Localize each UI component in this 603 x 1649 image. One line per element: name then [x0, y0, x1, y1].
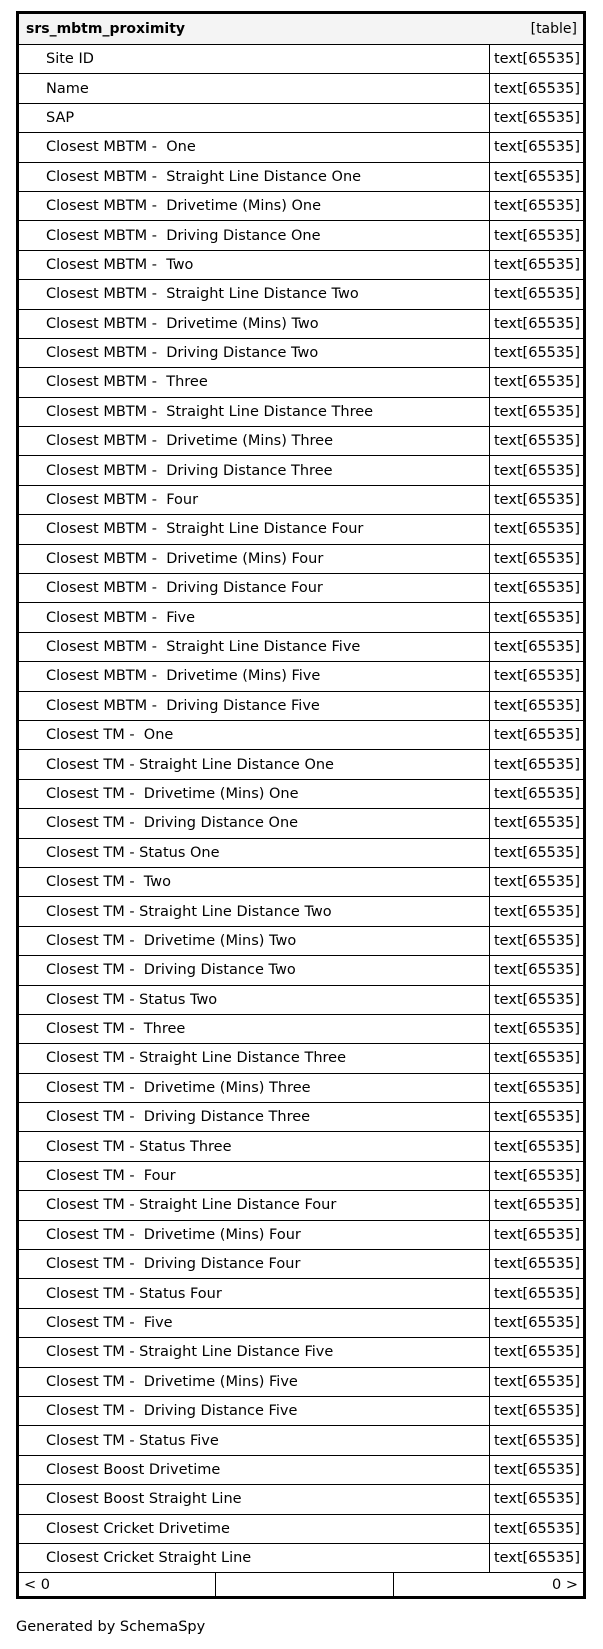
column-name: Closest TM - Straight Line Distance One — [19, 750, 490, 778]
column-type: text[65535] — [493, 1256, 580, 1273]
column-name: Closest MBTM - Drivetime (Mins) Five — [19, 662, 490, 690]
column-name: Site ID — [19, 45, 490, 73]
column-type: text[65535] — [493, 991, 580, 1008]
column-name: SAP — [19, 104, 490, 132]
column-type: text[65535] — [493, 1138, 580, 1155]
table-name: srs_mbtm_proximity — [26, 21, 186, 37]
table-row — [19, 1397, 583, 1426]
column-name: Closest TM - Status Four — [19, 1279, 490, 1307]
column-type: text[65535] — [493, 462, 580, 479]
column-type: text[65535] — [493, 521, 580, 538]
column-type: text[65535] — [493, 1168, 580, 1185]
column-type: text[65535] — [493, 1079, 580, 1096]
table-row — [19, 633, 583, 662]
column-type: text[65535] — [493, 1314, 580, 1331]
column-name: Closest TM - Two — [19, 868, 490, 896]
table-row — [19, 339, 583, 368]
table-row — [19, 427, 583, 456]
column-name: Closest TM - Three — [19, 1015, 490, 1043]
table-row — [19, 368, 583, 397]
column-type: text[65535] — [493, 433, 580, 450]
column-type: text[65535] — [493, 109, 580, 126]
column-type: text[65535] — [493, 668, 580, 685]
column-name: Closest TM - Drivetime (Mins) Five — [19, 1368, 490, 1396]
table-row — [19, 221, 583, 250]
table-row — [19, 839, 583, 868]
column-type: text[65535] — [493, 932, 580, 949]
table-row — [19, 515, 583, 544]
column-name: Closest MBTM - Driving Distance Five — [19, 692, 490, 720]
table-row — [19, 456, 583, 485]
table-row — [19, 1338, 583, 1367]
table-row — [19, 163, 583, 192]
table-row — [19, 133, 583, 162]
column-type: text[65535] — [493, 1550, 580, 1567]
table-row — [19, 545, 583, 574]
column-type: text[65535] — [493, 227, 580, 244]
column-name: Closest TM - Driving Distance One — [19, 809, 490, 837]
column-name: Closest MBTM - Straight Line Distance Four — [19, 515, 490, 543]
table-row — [19, 809, 583, 838]
column-name: Closest MBTM - Five — [19, 603, 490, 631]
table-entity — [16, 11, 586, 1599]
column-name: Closest TM - Straight Line Distance Four — [19, 1191, 490, 1219]
column-name: Closest TM - Drivetime (Mins) Four — [19, 1221, 490, 1249]
column-type: text[65535] — [493, 550, 580, 567]
column-name: Closest MBTM - Four — [19, 486, 490, 514]
column-name: Closest TM - One — [19, 721, 490, 749]
column-name: Closest MBTM - Drivetime (Mins) Three — [19, 427, 490, 455]
column-type: text[65535] — [493, 903, 580, 920]
column-name: Closest TM - Status One — [19, 839, 490, 867]
column-name: Closest TM - Straight Line Distance Three — [19, 1044, 490, 1072]
column-type: text[65535] — [493, 51, 580, 68]
table-row — [19, 1132, 583, 1161]
table-row — [19, 956, 583, 985]
column-name: Closest TM - Drivetime (Mins) One — [19, 780, 490, 808]
table-row — [19, 45, 583, 74]
table-row — [19, 780, 583, 809]
table-row — [19, 603, 583, 632]
table-row — [19, 1485, 583, 1514]
column-type: text[65535] — [493, 580, 580, 597]
column-type: text[65535] — [493, 374, 580, 391]
table-row — [19, 1544, 583, 1573]
table-row — [19, 310, 583, 339]
table-row — [19, 750, 583, 779]
column-name: Closest MBTM - Three — [19, 368, 490, 396]
table-row — [19, 868, 583, 897]
column-name: Closest MBTM - Drivetime (Mins) Four — [19, 545, 490, 573]
column-name: Closest TM - Drivetime (Mins) Two — [19, 927, 490, 955]
column-type: text[65535] — [493, 785, 580, 802]
table-row — [19, 1515, 583, 1544]
column-type: text[65535] — [493, 874, 580, 891]
column-type: text[65535] — [493, 1373, 580, 1390]
table-row — [19, 721, 583, 750]
column-name: Closest TM - Five — [19, 1309, 490, 1337]
column-type: text[65535] — [493, 1021, 580, 1038]
column-name: Closest Cricket Drivetime — [19, 1515, 490, 1543]
column-type: text[65535] — [493, 1050, 580, 1067]
column-type: text[65535] — [493, 609, 580, 626]
table-row — [19, 192, 583, 221]
column-type: text[65535] — [493, 139, 580, 156]
column-name: Closest MBTM - Straight Line Distance One — [19, 163, 490, 191]
column-type: text[65535] — [493, 1285, 580, 1302]
column-type: text[65535] — [493, 844, 580, 861]
table-row — [19, 897, 583, 926]
column-name: Closest TM - Drivetime (Mins) Three — [19, 1074, 490, 1102]
column-type: text[65535] — [493, 1109, 580, 1126]
column-name: Closest MBTM - One — [19, 133, 490, 161]
table-row — [19, 1309, 583, 1338]
column-name: Closest TM - Straight Line Distance Five — [19, 1338, 490, 1366]
table-row — [19, 662, 583, 691]
footer-middle — [216, 1573, 394, 1596]
column-type: text[65535] — [493, 80, 580, 97]
column-name: Closest MBTM - Driving Distance Three — [19, 456, 490, 484]
table-row — [19, 692, 583, 721]
table-row — [19, 1015, 583, 1044]
column-type: text[65535] — [493, 639, 580, 655]
table-row — [19, 1044, 583, 1073]
column-type: text[65535] — [493, 256, 580, 273]
table-row — [19, 1103, 583, 1132]
table-row — [19, 280, 583, 309]
column-name: Closest MBTM - Straight Line Distance Two — [19, 280, 490, 308]
table-row — [19, 1221, 583, 1250]
column-name: Closest TM - Four — [19, 1162, 490, 1190]
column-name: Closest TM - Driving Distance Four — [19, 1250, 490, 1278]
column-type: text[65535] — [493, 697, 580, 714]
column-name: Closest MBTM - Driving Distance Two — [19, 339, 490, 367]
column-name: Closest TM - Status Five — [19, 1426, 490, 1454]
table-row — [19, 574, 583, 603]
column-type: text[65535] — [493, 1197, 580, 1214]
column-name: Closest Boost Drivetime — [19, 1456, 490, 1484]
column-type: text[65535] — [493, 1461, 580, 1478]
table-row — [19, 1191, 583, 1220]
column-type: text[65535] — [493, 727, 580, 744]
table-header — [19, 14, 583, 45]
column-name: Closest Boost Straight Line — [19, 1485, 490, 1513]
child-count: 0 > — [552, 1576, 578, 1593]
column-type: text[65535] — [493, 403, 580, 420]
column-name: Closest TM - Driving Distance Five — [19, 1397, 490, 1425]
column-name: Closest MBTM - Driving Distance Four — [19, 574, 490, 602]
column-name: Closest MBTM - Drivetime (Mins) Two — [19, 310, 490, 338]
column-name: Closest TM - Driving Distance Three — [19, 1103, 490, 1131]
column-name: Closest MBTM - Driving Distance One — [19, 221, 490, 249]
table-row — [19, 1279, 583, 1308]
table-row — [19, 1456, 583, 1485]
column-type: text[65535] — [493, 1520, 580, 1537]
column-type: text[65535] — [493, 962, 580, 979]
table-kind-label: [table] — [530, 21, 577, 37]
column-type: text[65535] — [493, 1491, 580, 1508]
column-type: text[65535] — [493, 168, 580, 185]
table-row — [19, 251, 583, 280]
table-row — [19, 1162, 583, 1191]
column-type: text[65535] — [493, 1344, 580, 1361]
column-type: text[65535] — [493, 756, 580, 773]
column-list — [19, 45, 583, 1573]
table-row — [19, 927, 583, 956]
column-name: Closest MBTM - Drivetime (Mins) One — [19, 192, 490, 220]
column-name: Closest TM - Straight Line Distance Two — [19, 897, 490, 925]
table-row — [19, 1074, 583, 1103]
column-type: text[65535] — [493, 345, 580, 362]
column-name: Closest TM - Status Two — [19, 986, 490, 1014]
column-type: text[65535] — [493, 315, 580, 332]
table-row — [19, 398, 583, 427]
column-type: text[65535] — [493, 1226, 580, 1243]
column-name: Closest MBTM - Straight Line Distance Three — [19, 398, 490, 426]
column-type: text[65535] — [493, 815, 580, 832]
table-row — [19, 1426, 583, 1455]
column-type: text[65535] — [493, 492, 580, 509]
table-row — [19, 986, 583, 1015]
table-row — [19, 74, 583, 103]
table-row — [19, 104, 583, 133]
column-type: text[65535] — [493, 1403, 580, 1420]
column-name: Closest MBTM - Two — [19, 251, 490, 279]
column-name: Closest TM - Status Three — [19, 1132, 490, 1160]
column-type: text[65535] — [493, 286, 580, 303]
column-type: text[65535] — [493, 198, 580, 215]
column-name: Closest TM - Driving Distance Two — [19, 956, 490, 984]
table-row — [19, 486, 583, 515]
column-name: Closest MBTM - Straight Line Distance Five — [19, 633, 490, 661]
column-type: text[65535] — [493, 1432, 580, 1449]
table-row — [19, 1368, 583, 1397]
table-row — [19, 1250, 583, 1279]
column-name: Name — [19, 74, 490, 102]
parent-count: < 0 — [19, 1573, 216, 1596]
table-footer — [19, 1573, 583, 1596]
column-name: Closest Cricket Straight Line — [19, 1544, 490, 1572]
generated-by-label: Generated by SchemaSpy — [16, 1619, 206, 1635]
